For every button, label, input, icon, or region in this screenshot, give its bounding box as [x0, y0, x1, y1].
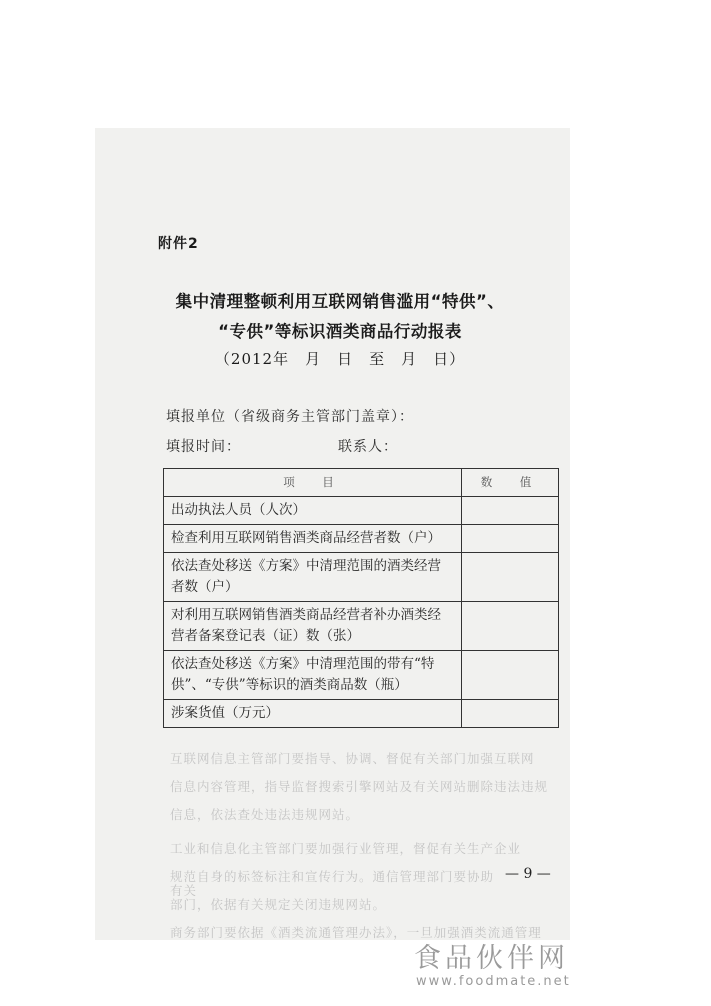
fill-unit-label: 填报单位（省级商务主管部门盖章）：: [166, 409, 414, 425]
table-row: [164, 553, 559, 602]
fill-time-label: 填报时间：: [166, 439, 241, 455]
bleed-through-line: 信息，依法查处违法违规网站。: [170, 807, 360, 822]
table-row: [164, 602, 559, 651]
header-value: 数 值: [462, 469, 559, 497]
bleed-through-line: 商务部门要依据《酒类流通管理办法》，一旦加强酒类流通管理: [170, 925, 542, 940]
row-value-cell: [462, 525, 559, 553]
row-value-cell: [462, 602, 559, 651]
row-item: 依法查处移送《方案》中清理范围的酒类经营者数（户）: [164, 553, 462, 602]
bleed-through-line: 信息内容管理，指导监督搜索引擎网站及有关网站删除违法违规: [170, 779, 549, 794]
row-value-cell: [462, 553, 559, 602]
bleed-through-line: 互联网信息主管部门要指导、协调、督促有关部门加强互联网: [170, 751, 535, 766]
watermark-url: www.foodmate.net: [416, 974, 571, 989]
attachment-label: 附件2: [158, 236, 199, 252]
bleed-through-line: 规范自身的标签标注和宣传行为。通信管理部门要协助有关: [170, 869, 495, 898]
row-item: 对利用互联网销售酒类商品经营者补办酒类经营者备案登记表（证）数（张）: [164, 602, 462, 651]
page-number: — 9 —: [505, 866, 551, 882]
row-item: 出动执法人员（人次）: [164, 497, 462, 525]
report-table: [163, 468, 559, 728]
table-row: [164, 700, 559, 728]
table-row: [164, 525, 559, 553]
report-title-line2: “专供”等标识酒类商品行动报表: [218, 322, 462, 341]
table-header-row: [164, 469, 559, 497]
table-row: [164, 651, 559, 700]
contact-label: 联系人：: [338, 439, 398, 455]
bleed-through-line: 部门，依据有关规定关闭违规网站。: [170, 897, 387, 912]
row-item: 检查利用互联网销售酒类商品经营者数（户）: [164, 525, 462, 553]
report-period: （2012年 月 日 至 月 日）: [214, 350, 466, 368]
row-value-cell: [462, 700, 559, 728]
row-item: 涉案货值（万元）: [164, 700, 462, 728]
row-value-cell: [462, 497, 559, 525]
row-value-cell: [462, 651, 559, 700]
table-row: [164, 497, 559, 525]
row-item: 依法查处移送《方案》中清理范围的带有“特供”、“专供”等标识的酒类商品数（瓶）: [164, 651, 462, 700]
bleed-through-line: 工业和信息化主管部门要加强行业管理，督促有关生产企业: [170, 841, 522, 856]
report-title-line1: 集中清理整顿利用互联网销售滥用“特供”、: [175, 292, 505, 311]
watermark: [414, 944, 571, 990]
watermark-name: 食品伙伴网: [414, 943, 569, 974]
header-item: 项 目: [164, 469, 462, 497]
